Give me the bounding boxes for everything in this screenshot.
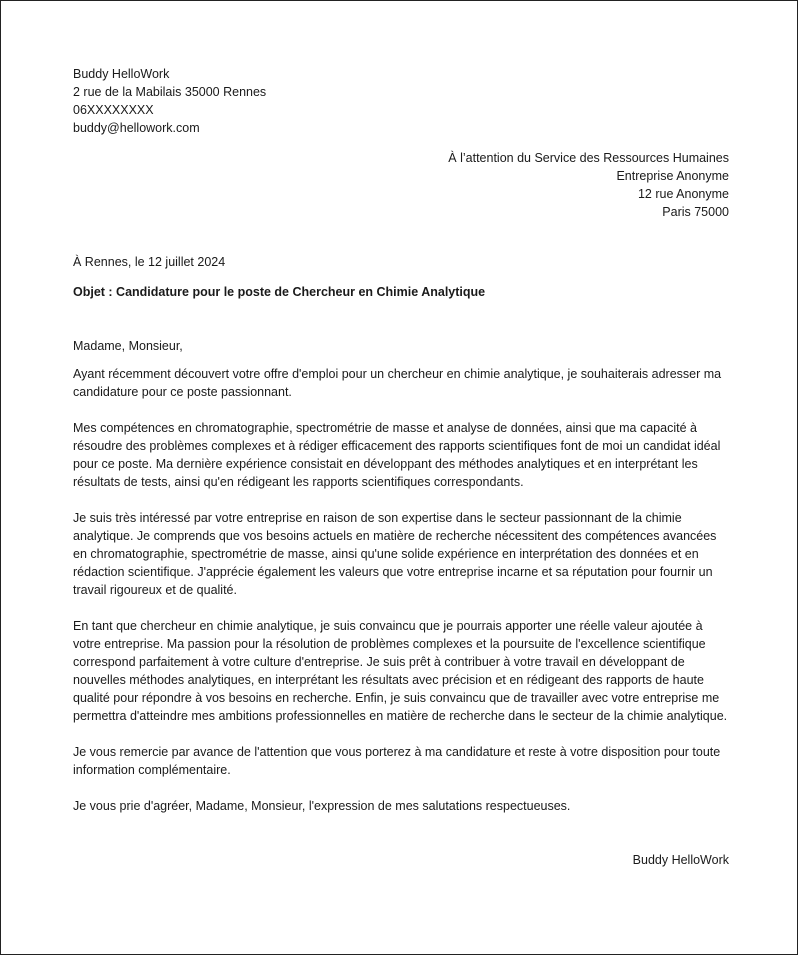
- sender-name: Buddy HelloWork: [73, 67, 170, 81]
- sender-block: [73, 65, 729, 137]
- body-paragraph-4: En tant que chercheur en chimie analytique, je suis convaincu que je pourrais apporter une réelle valeur ajoutée à votre entreprise. Ma passion pour la résolution de problèmes complexes et la poursuite de l'excellence scientifique correspond parfaitement à votre culture d'entreprise. Je suis prêt à contribuer à votre travail en développant de nouvelles méthodes analytiques, en interprétant les résultats avec précision et en rédigeant des rapports de haute qualité pour répondre à vos besoins en recherche. Enfin, je suis convaincu que de travailler avec votre entreprise me permettra d'atteindre mes ambitions professionnelles en matière de recherche dans le secteur de la chimie analytique.: [73, 619, 728, 723]
- sender-address: 2 rue de la Mabilais 35000 Rennes: [73, 85, 267, 99]
- recipient-company: Entreprise Anonyme: [616, 169, 729, 183]
- letter-content: [73, 65, 729, 869]
- recipient-city: Paris 75000: [662, 205, 729, 219]
- sender-email: buddy@hellowork.com: [73, 121, 200, 135]
- letter-subject: Objet : Candidature pour le poste de Chercheur en Chimie Analytique: [73, 285, 486, 299]
- recipient-street: 12 rue Anonyme: [637, 187, 729, 201]
- body-paragraph-3: Je suis très intéressé par votre entreprise en raison de son expertise dans le secteur passionnant de la chimie analytique. Je comprends que vos besoins actuels en matière de recherche nécessitent des compétences avancées en chromatographie, spectrométrie de masse, ainsi qu'une solide expérience en interprétation des données et en rédaction scientifique. J'apprécie également les valeurs que votre entreprise incarne et sa réputation pour fournir un travail rigoureux et de qualité.: [73, 511, 717, 597]
- sender-phone: 06XXXXXXXX: [73, 103, 154, 117]
- recipient-attention: À l’attention du Service des Ressources Humaines: [448, 151, 729, 165]
- letter-salutation: Madame, Monsieur,: [73, 339, 183, 353]
- letter-signature: Buddy HelloWork: [632, 853, 729, 867]
- letter-date: À Rennes, le 12 juillet 2024: [73, 255, 226, 269]
- body-paragraph-2: Mes compétences en chromatographie, spectrométrie de masse et analyse de données, ainsi que ma capacité à résoudre des problèmes complexes et à rédiger efficacement des rapports scientifiques font de moi un candidat idéal pour ce poste. Ma dernière expérience consistait en développant des méthodes analytiques et en interprétant les résultats de tests, ainsi qu'en rédigeant les rapports scientifiques correspondants.: [73, 421, 721, 489]
- body-paragraph-1: Ayant récemment découvert votre offre d'emploi pour un chercheur en chimie analytique, je souhaiterais adresser ma candidature pour ce poste passionnant.: [73, 367, 722, 399]
- recipient-block: [73, 149, 729, 221]
- letter-closing: Je vous prie d'agréer, Madame, Monsieur, l'expression de mes salutations respectueuses.: [73, 799, 571, 813]
- body-paragraph-5: Je vous remercie par avance de l'attention que vous porterez à ma candidature et reste à votre disposition pour toute information complémentaire.: [73, 745, 721, 777]
